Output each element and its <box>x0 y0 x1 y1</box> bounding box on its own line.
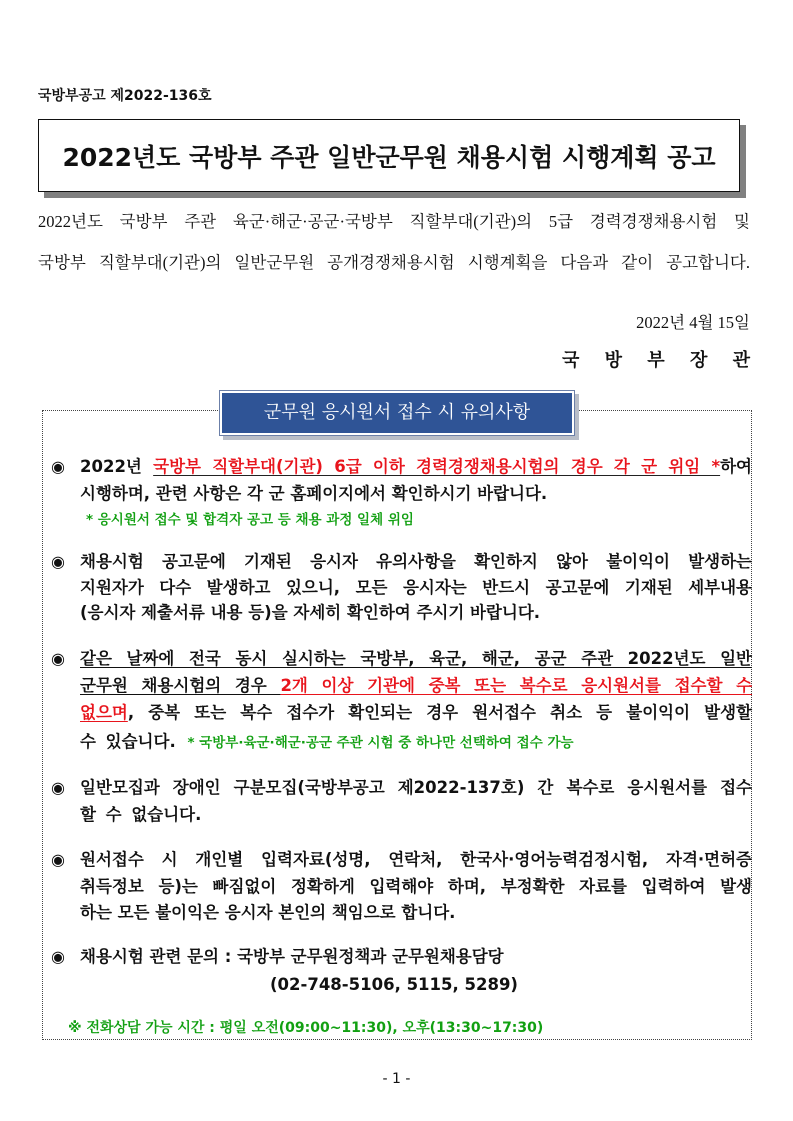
item-1-line-1 <box>80 455 752 479</box>
item-3-note: * 국방부·육군·해군·공군 주관 시험 중 하나만 선택하여 접수 가능 <box>187 735 574 751</box>
notice-heading: 군무원 응시원서 접수 시 유의사항 <box>222 393 572 433</box>
title-box <box>38 119 740 192</box>
bullet-icon: ◉ <box>51 649 65 668</box>
item-3-line-3 <box>80 701 752 725</box>
text-segment: 하여 <box>720 457 752 476</box>
item-4-line-2: 할 수 없습니다. <box>80 805 202 824</box>
text-segment: , 중복 또는 복수 접수가 확인되는 경우 원서접수 취소 등 불이익이 발생할 <box>127 703 752 722</box>
underlined-text: 같은 날짜에 전국 동시 실시하는 국방부, 육군, 해군, 공군 주관 2022년도 일반 <box>80 649 752 668</box>
item-5-line-2: 취득정보 등)는 빠짐없이 정확하게 입력해야 하며, 부정확한 자료를 입력하여 발생 <box>80 877 752 896</box>
signatory: 국 방 부 장 관 <box>562 350 750 370</box>
item-3-line-2 <box>80 674 752 698</box>
item-5-line-3: 하는 모든 불이익은 응시자 본인의 책임으로 합니다. <box>80 903 456 922</box>
item-2-line-3: (응시자 제출서류 내용 등)을 자세히 확인하여 주시기 바랍니다. <box>80 603 541 622</box>
contact-phone-numbers: (02-748-5106, 5115, 5289) <box>270 975 518 994</box>
emphasis-red-text: 없으며 <box>80 703 128 722</box>
bullet-icon: ◉ <box>51 552 65 571</box>
intro-line-1: 2022년도 국방부 주관 육군·해군·공군·국방부 직할부대(기관)의 5급 경력경쟁채용시험 및 <box>38 212 750 231</box>
item-2-line-1: 채용시험 공고문에 기재된 응시자 유의사항을 확인하지 않아 불이익이 발생하는 <box>80 552 752 571</box>
announcement-date: 2022년 4월 15일 <box>636 313 750 332</box>
item-1-line-2: 시행하며, 관련 사항은 각 군 홈페이지에서 확인하시기 바랍니다. <box>80 484 548 503</box>
bullet-icon: ◉ <box>51 457 65 476</box>
intro-line-2: 국방부 직할부대(기관)의 일반군무원 공개경쟁채용시험 시행계획을 다음과 같이 공고합니다. <box>38 253 750 272</box>
phone-hours-note: ※ 전화상담 가능 시간 : 평일 오전(09:00~11:30), 오후(13:30~17:30) <box>68 1020 544 1036</box>
item-2-line-2: 지원자가 다수 발생하고 있으니, 모든 응시자는 반드시 공고문에 기재된 세부내용 <box>80 578 752 597</box>
contact-line: 채용시험 관련 문의 : 국방부 군무원정책과 군무원채용담당 <box>80 947 504 966</box>
item-3-line-4 <box>80 730 752 755</box>
item-1-note: * 응시원서 접수 및 합격자 공고 등 채용 과정 일체 위임 <box>86 512 414 528</box>
page-number: - 1 - <box>382 1071 411 1087</box>
item-3-line-1 <box>80 647 752 671</box>
emphasis-red-text: 2개 이상 기관에 중복 또는 복수로 응시원서를 접수할 수 <box>280 676 753 695</box>
notice-number: 국방부공고 제2022-136호 <box>38 88 212 104</box>
emphasis-red-text: 국방부 직할부대(기관) 6급 이하 경력경쟁채용시험의 경우 각 군 위임 * <box>153 457 721 476</box>
item-4-line-1: 일반모집과 장애인 구분모집(국방부공고 제2022-137호) 간 복수로 응시원서를 접수 <box>80 778 752 797</box>
item-5-line-1: 원서접수 시 개인별 입력자료(성명, 연락처, 한국사·영어능력검정시험, 자격·면허증 <box>80 850 752 869</box>
bullet-icon: ◉ <box>51 947 65 966</box>
bullet-icon: ◉ <box>51 778 65 797</box>
page-title: 2022년도 국방부 주관 일반군무원 채용시험 시행계획 공고 <box>62 142 716 172</box>
underlined-text: 군무원 채용시험의 경우 <box>80 676 281 695</box>
text-segment: 수 있습니다. <box>80 732 176 751</box>
bullet-icon: ◉ <box>51 850 65 869</box>
text-segment: 2022년 <box>80 457 154 476</box>
